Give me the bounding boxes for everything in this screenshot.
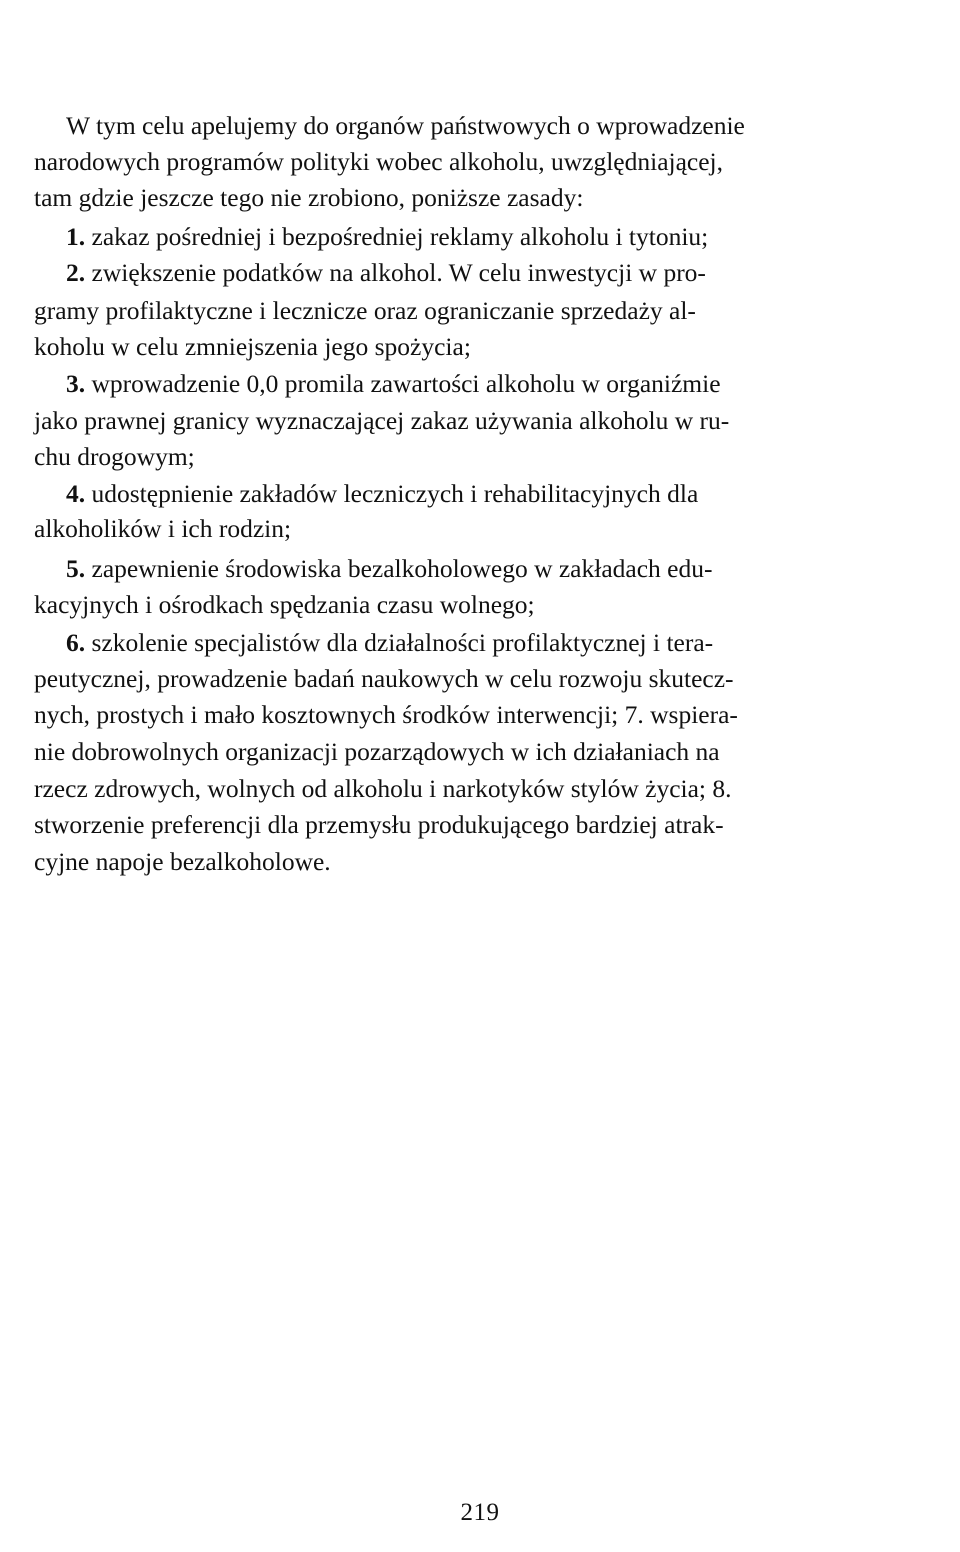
line-text: szkolenie specjalistów dla działalności profilaktycznej i tera- <box>85 628 714 657</box>
line-text: tam gdzie jeszcze tego nie zrobiono, poniższe zasady: <box>34 183 584 212</box>
text-line <box>66 366 721 402</box>
text-line <box>34 587 535 623</box>
item-number: 6. <box>66 628 86 657</box>
text-line <box>34 511 291 547</box>
item-number: 5. <box>66 554 86 583</box>
line-text: W tym celu apelujemy do organów państwowych o wprowadzenie <box>66 111 745 140</box>
text-line <box>34 771 732 807</box>
text-line <box>66 551 712 587</box>
line-text: gramy profilaktyczne i lecznicze oraz ograniczanie sprzedaży al- <box>34 296 696 325</box>
line-text: zapewnienie środowiska bezalkoholowego w zakładach edu- <box>85 554 713 583</box>
text-line <box>66 625 713 661</box>
text-line <box>34 807 724 843</box>
text-line <box>34 144 723 180</box>
text-line <box>66 108 745 144</box>
line-text: peutycznej, prowadzenie badań naukowych w celu rozwoju skutecz- <box>34 664 734 693</box>
item-number: 4. <box>66 479 86 508</box>
line-text: kacyjnych i ośrodkach spędzania czasu wolnego; <box>34 590 535 619</box>
line-text: alkoholików i ich rodzin; <box>34 514 292 543</box>
item-number: 3. <box>66 369 86 398</box>
line-text: zwiększenie podatków na alkohol. W celu inwestycji w pro- <box>85 258 706 287</box>
line-text: chu drogowym; <box>34 442 195 471</box>
text-line <box>66 219 708 255</box>
line-text: rzecz zdrowych, wolnych od alkoholu i narkotyków stylów życia; 8. <box>34 774 732 803</box>
text-line <box>34 697 738 733</box>
item-number: 2. <box>66 258 86 287</box>
line-text: jako prawnej granicy wyznaczającej zakaz używania alkoholu w ru- <box>34 406 730 435</box>
line-text: koholu w celu zmniejszenia jego spożycia; <box>34 332 471 361</box>
line-text: nie dobrowolnych organizacji pozarządowych w ich działaniach na <box>34 737 720 766</box>
item-number: 1. <box>66 222 86 251</box>
line-text: nych, prostych i mało kosztownych środków interwencji; 7. wspiera- <box>34 700 738 729</box>
text-line <box>34 439 195 475</box>
text-line <box>34 180 583 216</box>
line-text: wprowadzenie 0,0 promila zawartości alkoholu w organiźmie <box>85 369 721 398</box>
page-number: 219 <box>460 1499 500 1526</box>
text-line <box>34 661 734 697</box>
line-text: stworzenie preferencji dla przemysłu produkującego bardziej atrak- <box>34 810 724 839</box>
text-line <box>66 255 706 291</box>
text-line <box>34 403 729 439</box>
line-text: zakaz pośredniej i bezpośredniej reklamy alkoholu i tytoniu; <box>85 222 709 251</box>
line-text: udostępnienie zakładów leczniczych i rehabilitacyjnych dla <box>85 479 699 508</box>
text-line <box>34 734 720 770</box>
text-line <box>66 476 698 512</box>
text-line <box>34 844 331 880</box>
line-text: narodowych programów polityki wobec alkoholu, uwzględniającej, <box>34 147 724 176</box>
line-text: cyjne napoje bezalkoholowe. <box>34 847 331 876</box>
text-line <box>34 293 696 329</box>
text-line <box>34 329 471 365</box>
